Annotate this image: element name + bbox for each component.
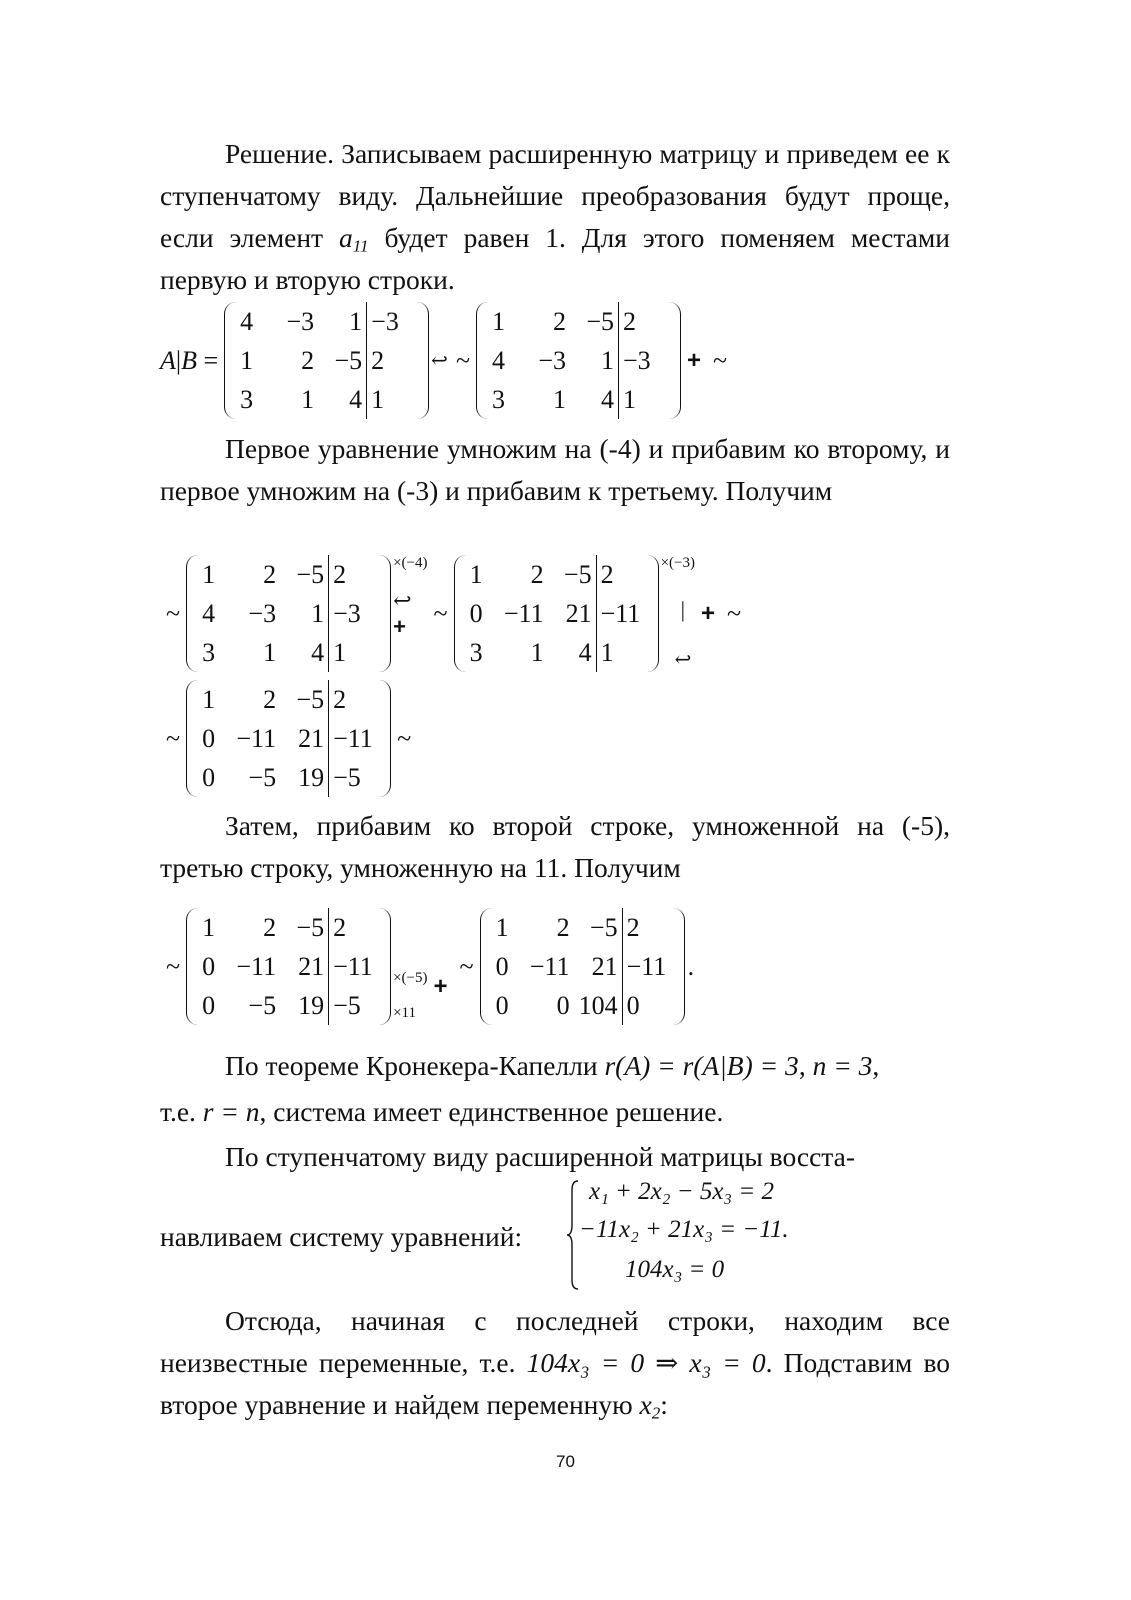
matrix-row xyxy=(333,908,375,947)
matrix-row xyxy=(240,302,362,341)
matrix-cell: −5 xyxy=(563,559,592,589)
matrix-cell: −5 xyxy=(333,990,361,1020)
matrix-row xyxy=(202,908,324,947)
matrix xyxy=(224,302,429,419)
matrix-cell: −11 xyxy=(529,951,570,981)
matrix-row xyxy=(470,594,592,633)
matrix-cell: 1 xyxy=(349,306,363,336)
matrix-cell: −5 xyxy=(296,559,325,589)
equivalence-sign: ~ xyxy=(166,951,181,981)
matrix-cell: 104 xyxy=(578,990,618,1020)
matrix-coefficients xyxy=(484,302,618,419)
paragraph-back-substitution: Отсюда, начиная с последней строки, находим все неизвестные переменные, т.е. 104x₃ = 0 ⇒ x₃ = 0. Подставим во второе уравнение и найдем переменную $x_2$: xyxy=(160,1305,950,1423)
matrix-cell: 2 xyxy=(301,345,315,375)
matrix-row xyxy=(371,380,413,419)
equation-row-ops-2 xyxy=(160,905,694,1028)
equivalence-sign: ~ xyxy=(433,598,448,628)
matrix-row xyxy=(492,380,614,419)
matrix-cell: 4 xyxy=(349,384,363,414)
matrix-cell: 1 xyxy=(240,345,254,375)
matrix-cell: −3 xyxy=(248,598,277,628)
matrix-row xyxy=(333,633,375,672)
augmented-label: A|B = xyxy=(160,345,219,375)
matrix-cell: 2 xyxy=(263,559,277,589)
matrix-cell: 1 xyxy=(495,912,509,942)
matrix-row xyxy=(601,594,643,633)
matrix-cell: 1 xyxy=(601,345,615,375)
matrix-cell: 2 xyxy=(263,912,277,942)
matrix-cell: 1 xyxy=(263,637,277,667)
matrix-cell: 19 xyxy=(298,762,325,792)
matrix-cell: 4 xyxy=(578,637,592,667)
matrix-constants xyxy=(366,302,421,419)
matrix-row xyxy=(202,680,324,719)
matrix-coefficients xyxy=(194,680,328,797)
matrix-cell: −3 xyxy=(286,306,315,336)
matrix-row xyxy=(202,986,324,1025)
matrix-cell: 0 xyxy=(202,762,216,792)
matrix-row xyxy=(492,302,614,341)
matrix-row xyxy=(623,341,665,380)
matrix-cell: −11 xyxy=(236,951,277,981)
matrix-constants xyxy=(618,302,673,419)
matrix-cell: −11 xyxy=(236,723,277,753)
matrix-row xyxy=(202,633,324,672)
matrix-cell: 4 xyxy=(601,384,615,414)
matrix-cell: −5 xyxy=(296,684,325,714)
matrix-cell: 2 xyxy=(263,684,277,714)
equivalence-sign: ~ xyxy=(166,598,181,628)
matrix xyxy=(186,680,391,797)
matrix-row xyxy=(240,380,362,419)
matrix-row xyxy=(627,986,669,1025)
matrix-cell: 1 xyxy=(311,598,325,628)
matrix-cell: 0 xyxy=(469,598,483,628)
matrix-constants xyxy=(328,680,383,797)
matrix-row xyxy=(627,908,669,947)
matrix-row xyxy=(333,719,375,758)
matrix-cell: 2 xyxy=(333,684,347,714)
matrix-row xyxy=(333,594,375,633)
matrix-row xyxy=(601,555,643,594)
matrix-cell: 4 xyxy=(311,637,325,667)
matrix-cell: 21 xyxy=(591,951,618,981)
plus-sign: + xyxy=(701,599,716,627)
matrix-constants xyxy=(328,555,383,672)
matrix-cell: 4 xyxy=(202,598,216,628)
paragraph-restore-system-cont: навливаем систему уравнений: xyxy=(160,1221,523,1252)
equation-intermediate xyxy=(160,680,417,797)
matrix-cell: 2 xyxy=(626,912,640,942)
matrix-cell: 1 xyxy=(202,684,216,714)
row-op-annotation: ×(−5) ×11 xyxy=(393,970,428,1021)
matrix-cell: 2 xyxy=(553,306,567,336)
swap-arrow: ↩ xyxy=(431,350,448,372)
matrix xyxy=(186,555,391,672)
matrix-row xyxy=(623,380,665,419)
plus-sign: + xyxy=(433,972,448,1000)
matrix-row xyxy=(371,302,413,341)
matrix-row xyxy=(470,555,592,594)
matrix-cell: 19 xyxy=(298,990,325,1020)
equivalence-sign: ~ xyxy=(397,723,412,753)
paragraph-restore-system: По ступенчатому виду расширенной матрицы восста- xyxy=(225,1141,856,1172)
n-formula: n = 3 xyxy=(812,1050,873,1081)
matrix-cell: −3 xyxy=(623,345,651,375)
matrix-cell: 3 xyxy=(240,384,254,414)
matrix-row xyxy=(202,594,324,633)
matrix-row xyxy=(333,555,375,594)
matrix-cell: −5 xyxy=(334,345,363,375)
matrix-cell: 1 xyxy=(553,384,567,414)
matrix xyxy=(476,302,681,419)
matrix-cell: 2 xyxy=(530,559,544,589)
matrix-cell: 1 xyxy=(202,559,216,589)
matrix-row xyxy=(202,555,324,594)
matrix-coefficients xyxy=(488,908,622,1025)
matrix-cell: −11 xyxy=(333,951,373,981)
matrix-cell: 3 xyxy=(202,637,216,667)
matrix-row xyxy=(496,908,618,947)
matrix-cell: 2 xyxy=(371,345,385,375)
plus-sign: + xyxy=(687,346,702,374)
paragraph-solution-intro: Решение. Записываем расширенную матрицу и приведем ее к ступенчатому виду. Дальнейшие преобразования будут проще, если элемент $a_{11}$ будет равен 1. Для этого поменяем местами первую и вторую строки. xyxy=(160,138,950,295)
page-number: 70 xyxy=(556,1452,575,1471)
matrix-cell: −3 xyxy=(538,345,567,375)
paragraph-unique-solution: т.е. r = n, система имеет единственное решение. xyxy=(160,1096,724,1127)
matrix-cell: 4 xyxy=(240,306,254,336)
matrix-cell: 2 xyxy=(623,306,637,336)
matrix-cell: 0 xyxy=(202,990,216,1020)
matrix-row xyxy=(371,341,413,380)
matrix-row xyxy=(202,719,324,758)
r-equals-n: r = n xyxy=(202,1096,260,1127)
matrix-cell: 1 xyxy=(333,637,347,667)
system-equation-3: 104x₃ = 0 xyxy=(625,1256,725,1283)
system-equation-1: x₁ + 2x₂ − 5x₃ = 2 xyxy=(589,1178,774,1205)
matrix-cell: 3 xyxy=(492,384,506,414)
paragraph-row-ops-1: Первое уравнение умножим на (-4) и прибавим ко второму, и первое умножим на (-3) и прибавим к третьему. Получим xyxy=(160,433,950,506)
matrix-cell: 1 xyxy=(301,384,315,414)
matrix-row xyxy=(202,947,324,986)
matrix-cell: 0 xyxy=(495,990,509,1020)
equation-row-ops-1 xyxy=(160,555,747,672)
paragraph-kronecker-capelli: По теореме Кронекера-Капелли r(A) = r(A|B) = 3, n = 3, xyxy=(225,1050,880,1081)
matrix-cell: 1 xyxy=(623,384,637,414)
matrix-cell: 2 xyxy=(333,559,347,589)
matrix xyxy=(186,908,391,1025)
matrix-coefficients xyxy=(194,555,328,672)
matrix xyxy=(454,555,659,672)
matrix-row xyxy=(333,680,375,719)
equivalence-sign: ~ xyxy=(713,345,728,375)
matrix-coefficients xyxy=(194,908,328,1025)
matrix-cell: 0 xyxy=(202,723,216,753)
matrix-row xyxy=(470,633,592,672)
matrix-cell: 1 xyxy=(492,306,506,336)
element-a11: $a_{11}$ xyxy=(339,222,369,256)
rank-formula: r(A) = r(A|B) = 3 xyxy=(604,1050,799,1081)
matrix-cell: −11 xyxy=(600,598,641,628)
matrix-cell: −5 xyxy=(248,762,277,792)
matrix-cell: 21 xyxy=(298,723,325,753)
matrix-row xyxy=(240,341,362,380)
matrix-cell: 0 xyxy=(626,990,640,1020)
matrix-cell: 0 xyxy=(556,990,570,1020)
matrix-cell: 1 xyxy=(530,637,544,667)
matrix-coefficients xyxy=(232,302,366,419)
equivalence-sign: ~ xyxy=(727,598,742,628)
matrix-cell: 1 xyxy=(371,384,385,414)
matrix-cell: −5 xyxy=(296,912,325,942)
matrix-cell: −11 xyxy=(626,951,667,981)
matrix-cell: 2 xyxy=(600,559,614,589)
matrix-row xyxy=(333,758,375,797)
equivalence-sign: ~ xyxy=(166,723,181,753)
equation-swap-rows xyxy=(160,302,733,419)
system-equation-2: −11x₂ + 21x₃ = −11. xyxy=(579,1216,789,1243)
matrix-cell: 0 xyxy=(202,951,216,981)
period: . xyxy=(687,951,695,981)
variable-x2: $x_2$ xyxy=(639,1389,661,1423)
matrix-cell: 3 xyxy=(469,637,483,667)
matrix-row xyxy=(202,758,324,797)
paragraph-row-ops-2: Затем, прибавим ко второй строке, умноженной на (-5), третью строку, умноженную на 11. Получим xyxy=(160,810,950,883)
matrix-cell: 1 xyxy=(600,637,614,667)
matrix-constants xyxy=(596,555,651,672)
matrix-row xyxy=(623,302,665,341)
matrix-cell: −5 xyxy=(333,762,361,792)
matrix-cell: −11 xyxy=(333,723,373,753)
equivalence-sign: ~ xyxy=(455,345,471,375)
system-brace xyxy=(567,1180,579,1290)
matrix-cell: −3 xyxy=(371,306,399,336)
matrix-cell: −5 xyxy=(586,306,615,336)
matrix-row xyxy=(333,986,375,1025)
matrix-cell: 4 xyxy=(492,345,506,375)
row-op-annotation: ×(−4) ↩ + xyxy=(393,555,428,639)
matrix-cell: 2 xyxy=(556,912,570,942)
matrix-cell: −3 xyxy=(333,598,361,628)
matrix-row xyxy=(333,947,375,986)
matrix-cell: 0 xyxy=(495,951,509,981)
equivalence-sign: ~ xyxy=(459,951,474,981)
matrix-cell: −5 xyxy=(248,990,277,1020)
matrix-cell: 2 xyxy=(333,912,347,942)
matrix-row xyxy=(496,947,618,986)
matrix-cell: 21 xyxy=(565,598,592,628)
formula-x3: x₃ = 0 xyxy=(689,1347,766,1378)
matrix-cell: −11 xyxy=(503,598,544,628)
matrix-row xyxy=(601,633,643,672)
matrix-cell: −5 xyxy=(589,912,618,942)
matrix-coefficients xyxy=(462,555,596,672)
matrix-row xyxy=(492,341,614,380)
matrix-row xyxy=(496,986,618,1025)
matrix-row xyxy=(627,947,669,986)
formula-104x3: 104x₃ = 0 xyxy=(526,1347,645,1378)
matrix-constants xyxy=(622,908,677,1025)
matrix-cell: 1 xyxy=(469,559,483,589)
matrix-constants xyxy=(328,908,383,1025)
matrix-cell: 21 xyxy=(298,951,325,981)
matrix-cell: 1 xyxy=(202,912,216,942)
row-op-annotation: ×(−3) | ↩ xyxy=(660,555,695,671)
matrix xyxy=(480,908,685,1025)
